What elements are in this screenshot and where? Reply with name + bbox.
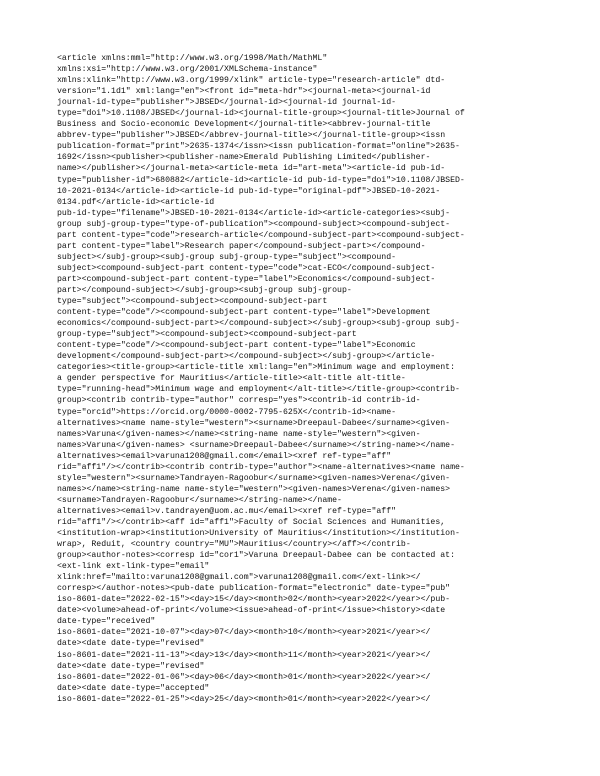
source-line: iso-8601-date="2022-02-15"><day>15</day><month>02</month><year>2022</year></pub- bbox=[57, 595, 451, 605]
source-line: content-type="code"/><compound-subject-part content-type="label">Development bbox=[57, 308, 431, 318]
source-line: economics</compound-subject-part></compound-subject></subj-group><subj-group subj- bbox=[57, 319, 460, 329]
source-line: <surname>Tandrayen-Ragoobur</surname></string-name></name- bbox=[57, 495, 342, 505]
source-line: xlink:href="mailto:varuna1208@gmail.com">varuna1208@gmail.com</ext-link></ bbox=[57, 573, 421, 583]
source-line: <article xmlns:mml="http://www.w3.org/1998/Math/MathML" bbox=[57, 54, 328, 63]
source-line: group><contrib contrib-type="author" corresp="yes"><contrib-id contrib-id- bbox=[57, 396, 421, 406]
source-line: iso-8601-date="2022-01-25"><day>25</day><month>01</month><year>2022</year></ bbox=[57, 694, 431, 704]
source-line: names></name><string-name name-style="western"><given-names>Verena</given-names> bbox=[57, 484, 451, 494]
source-line: content-type="code"/><compound-subject-part content-type="label">Economic bbox=[57, 341, 416, 351]
xml-source-text bbox=[57, 53, 593, 705]
source-line: type="orcid">https://orcid.org/0000-0002-7795-625X</contrib-id><name- bbox=[57, 407, 397, 417]
source-line: iso-8601-date="2021-11-13"><day>13</day><month>11</month><year>2021</year></ bbox=[57, 650, 431, 660]
source-line: date-type="received" bbox=[57, 617, 156, 627]
source-line: part><compound-subject-part content-type="label">Economics</compound-subject- bbox=[57, 274, 436, 284]
source-line: Business and Socio-economic Development</journal-title><abbrev-journal-title bbox=[57, 120, 431, 130]
source-line: abbrev-type="publisher">JBSED</abbrev-journal-title></journal-title-group><issn bbox=[57, 131, 446, 141]
source-line: group subj-group-type="type-of-publication"><compound-subject><compound-subject- bbox=[57, 219, 451, 229]
source-line: 1692</issn><publisher><publisher-name>Emerald Publishing Limited</publisher- bbox=[57, 153, 431, 163]
source-line: type="subject"><compound-subject><compound-subject-part bbox=[57, 297, 328, 307]
source-line: date><date date-type="revised" bbox=[57, 639, 205, 649]
source-line: corresp></author-notes><pub-date publication-format="electronic" date-type="pub" bbox=[57, 584, 451, 594]
source-line: name></publisher></journal-meta><article-meta id="art-meta"><article-id pub-id- bbox=[57, 164, 446, 174]
source-line: wrap>, Reduit, <country country="MU">Mauritius</country></aff></contrib- bbox=[57, 540, 411, 550]
source-line: <ext-link ext-link-type="email" bbox=[57, 562, 210, 572]
source-line: subject><compound-subject-part content-type="code">cat-ECO</compound-subject- bbox=[57, 263, 436, 273]
source-line: date><date date-type="accepted" bbox=[57, 683, 210, 693]
source-line: iso-8601-date="2021-10-07"><day>07</day><month>10</month><year>2021</year></ bbox=[57, 628, 431, 638]
source-line: part></compound-subject></subj-group><subj-group subj-group- bbox=[57, 285, 352, 295]
source-line: names>Varuna</given-names></name><string-name name-style="western"><given- bbox=[57, 429, 421, 439]
source-line: subject></subj-group><subj-group subj-group-type="subject"><compound- bbox=[57, 252, 397, 262]
source-line: categories><title-group><article-title xml:lang="en">Minimum wage and employment: bbox=[57, 363, 455, 373]
source-line: type="doi">10.1108/JBSED</journal-id><journal-title-group><journal-title>Journal of bbox=[57, 109, 465, 119]
source-line: style="western"><surname>Tandrayen-Ragoobur</surname><given-names>Verena</given- bbox=[57, 473, 451, 483]
source-line: group><author-notes><corresp id="cor1">Varuna Dreepaul-Dabee can be contacted at: bbox=[57, 551, 455, 561]
source-line: xmlns:xsi="http://www.w3.org/2001/XMLSchema-instance" bbox=[57, 65, 318, 75]
source-line: part content-type="code">research-article</compound-subject-part><compound-subject- bbox=[57, 230, 465, 240]
source-line: 0134.pdf</article-id><article-id bbox=[57, 197, 215, 207]
source-line: publication-format="print">2635-1374</issn><issn publication-format="online">2635- bbox=[57, 142, 460, 152]
source-line: iso-8601-date="2022-01-06"><day>06</day><month>01</month><year>2022</year></ bbox=[57, 672, 431, 682]
source-line: date><date date-type="revised" bbox=[57, 661, 205, 671]
source-line: type="running-head">Minimum wage and employment</alt-title></title-group><contrib- bbox=[57, 385, 460, 395]
source-line: 10-2021-0134</article-id><article-id pub-id-type="original-pdf">JBSED-10-2021- bbox=[57, 186, 441, 196]
source-line: names>Varuna</given-names> <surname>Dreepaul-Dabee</surname></string-name></name- bbox=[57, 440, 455, 450]
source-line: development</compound-subject-part></compound-subject></subj-group></article- bbox=[57, 352, 436, 362]
source-line: journal-id-type="publisher">JBSED</journal-id><journal-id journal-id- bbox=[57, 98, 397, 108]
source-line: type="publisher-id">680882</article-id><article-id pub-id-type="doi">10.1108/JBSED- bbox=[57, 175, 465, 185]
source-line: a gender perspective for Mauritius</article-title><alt-title alt-title- bbox=[57, 374, 406, 384]
source-line: group-type="subject"><compound-subject><compound-subject-part bbox=[57, 330, 357, 340]
source-line: rid="aff1"/></contrib><contrib contrib-type="author"><name-alternatives><name name- bbox=[57, 462, 465, 472]
source-line: date><volume>ahead-of-print</volume><issue>ahead-of-print</issue><history><date bbox=[57, 606, 446, 616]
source-line: part content-type="label">Research paper</compound-subject-part></compound- bbox=[57, 241, 426, 251]
source-line: version="1.1d1" xml:lang="en"><front id="meta-hdr"><journal-meta><journal-id bbox=[57, 87, 431, 97]
source-line: alternatives><name name-style="western"><surname>Dreepaul-Dabee</surname><given- bbox=[57, 418, 451, 428]
source-line: alternatives><email>v.tandrayen@uom.ac.mu</email><xref ref-type="aff" bbox=[57, 506, 397, 516]
source-line: alternatives><email>varuna1208@gmail.com</email><xref ref-type="aff" bbox=[57, 451, 392, 461]
source-line: xmlns:xlink="http://www.w3.org/1999/xlink" article-type="research-article" dtd- bbox=[57, 76, 446, 86]
source-line: pub-id-type="filename">JBSED-10-2021-0134</article-id><article-categories><subj- bbox=[57, 208, 451, 218]
source-line: <institution-wrap><institution>University of Mauritius</institution></institution- bbox=[57, 529, 460, 539]
source-line: rid="aff1"/></contrib><aff id="aff1">Faculty of Social Sciences and Humanities, bbox=[57, 517, 446, 527]
